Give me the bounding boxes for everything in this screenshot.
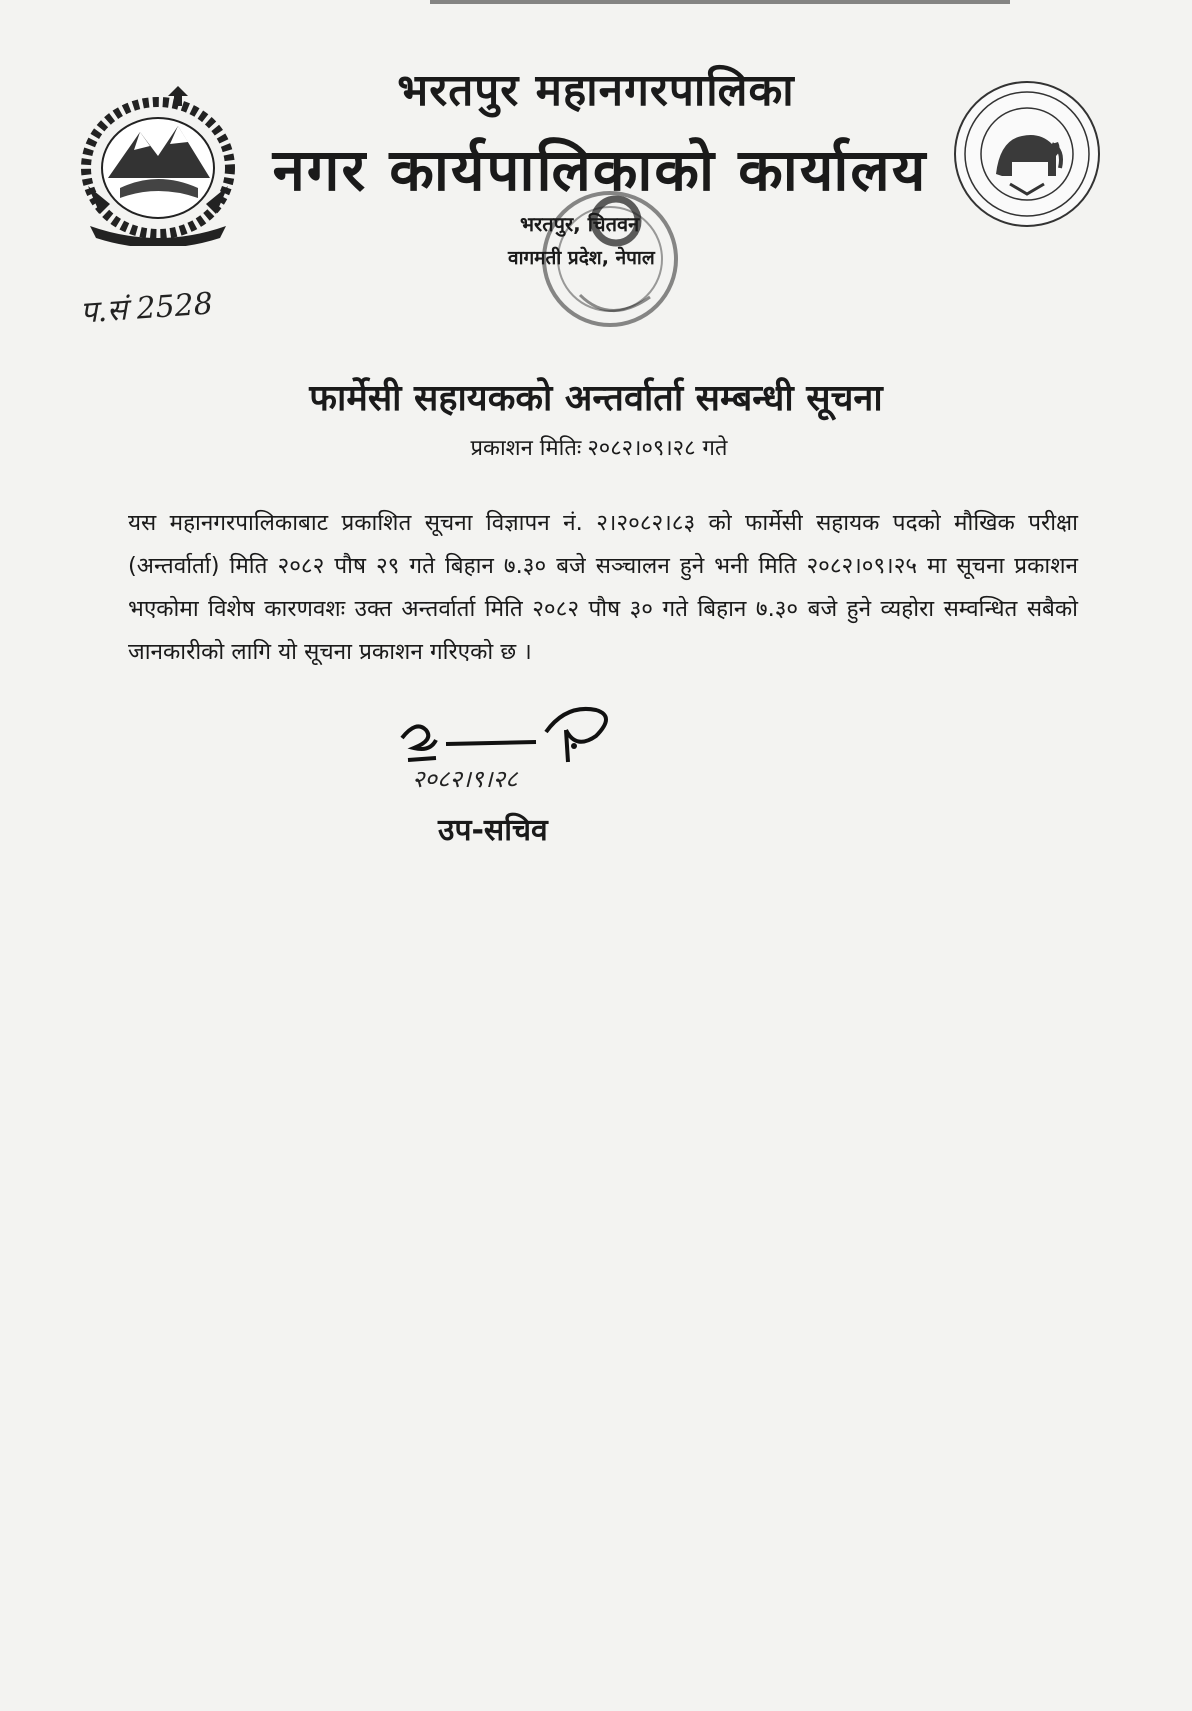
bharatpur-seal-icon [952,76,1102,236]
notice-body: यस महानगरपालिकाबाट प्रकाशित सूचना विज्ञापन नं. २।२०८२।८३ को फार्मेसी सहायक पदको मौखिक परीक्षा (अन्तर्वार्ता) मिति २०८२ पौष २९ गते बिहान ७.३० बजे सञ्चालन हुने भनी मिति २०८२।०९।२५ मा सूचना प्रकाशन भएकोमा विशेष कारणवशः उक्त अन्तर्वार्ता मिति २०८२ पौष ३० गते बिहान ७.३० बजे हुने व्यहोरा सम्वन्धित सबैको जानकारीको लागि यो सूचना प्रकाशन गरिएको छ । [128,510,1078,665]
reference-number-handwritten: प.सं 2528 [79,286,214,331]
notice-title: फार्मेसी सहायकको अन्तर्वार्ता सम्बन्धी सूचना [309,378,883,419]
org-name: भरतपुर महानगरपालिका [397,65,795,116]
signature-date: २०८२।९।२८ [412,765,518,793]
publication-date-line [0,432,1192,462]
address-line-1: भरतपुर, चितवन [520,212,640,236]
signatory-designation: उप-सचिव [438,813,548,848]
scan-edge [430,0,1010,4]
publication-label: प्रकाशन मितिः [470,436,582,461]
publication-date: २०८२।०९।२८ गते [587,436,728,461]
address-line-2: वागमती प्रदेश, नेपाल [508,247,655,269]
office-name: नगर कार्यपालिकाको कार्यालय [272,136,928,204]
